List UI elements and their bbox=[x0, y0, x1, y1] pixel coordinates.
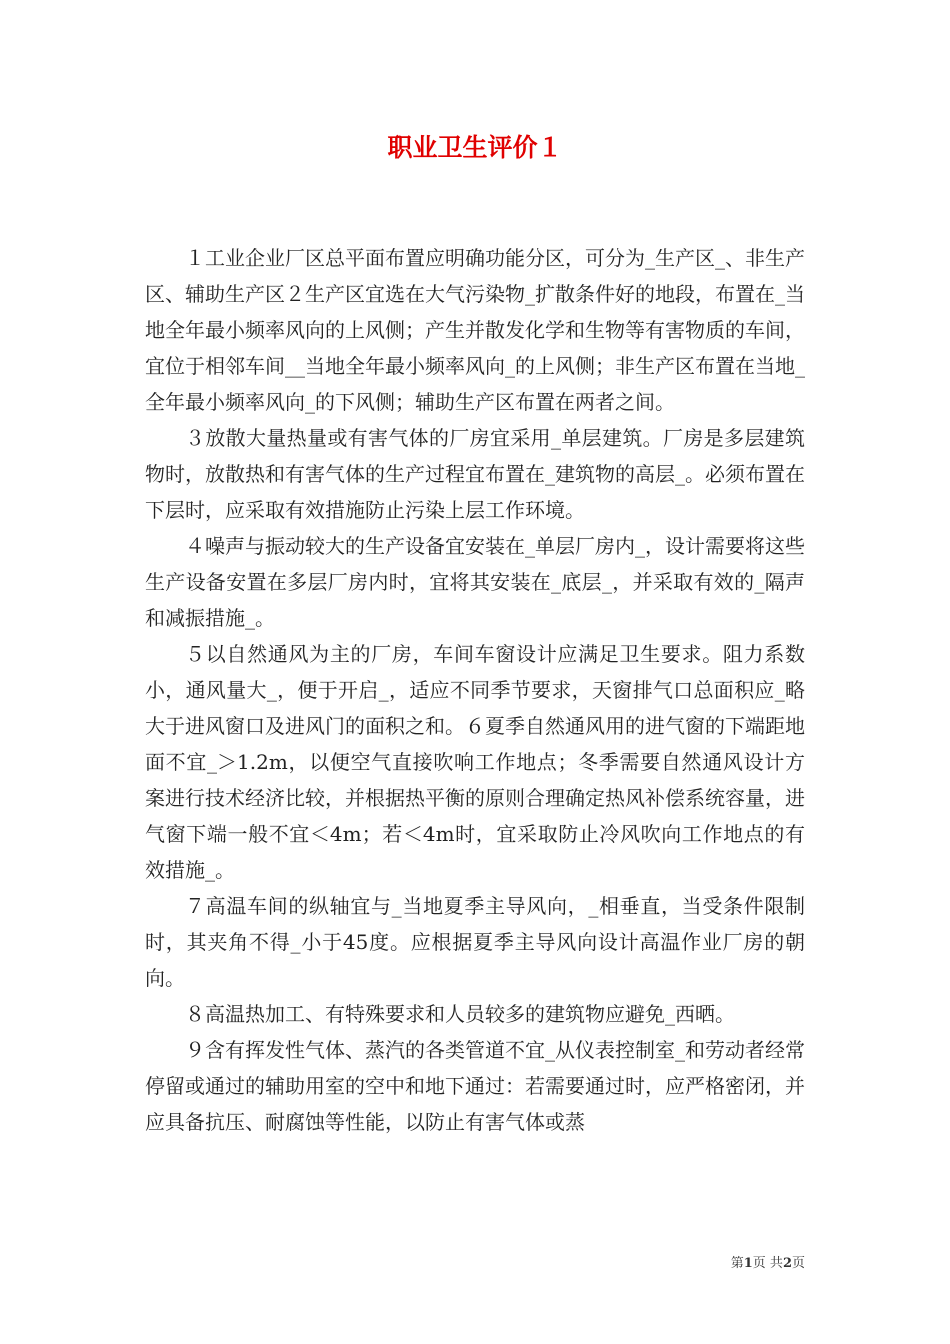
paragraph-4: ４噪声与振动较大的生产设备宜安装在_单层厂房内_，设计需要将这些生产设备安置在多层厂房内时，宜将其安装在_底层_，并采取有效的_隔声和减振措施_。 bbox=[145, 534, 805, 630]
document-body bbox=[145, 240, 805, 1140]
footer-middle: 页 共 bbox=[752, 1256, 783, 1271]
document-title: 职业卫生评价１ bbox=[387, 133, 563, 162]
paragraph-3: ３放散大量热量或有害气体的厂房宜采用_单层建筑。厂房是多层建筑物时，放散热和有害气体的生产过程宜布置在_建筑物的高层_。必须布置在下层时，应采取有效措施防止污染上层工作环境。 bbox=[145, 426, 805, 522]
paragraph-9: ９含有挥发性气体、蒸汽的各类管道不宜_从仪表控制室_和劳动者经常停留或通过的辅助用室的空中和地下通过：若需要通过时，应严格密闭，并应具备抗压、耐腐蚀等性能，以防止有害气体或蒸 bbox=[145, 1038, 805, 1134]
footer-prefix: 第 bbox=[730, 1256, 744, 1271]
total-page-number: 2 bbox=[782, 1256, 792, 1271]
current-page-number: 1 bbox=[743, 1256, 753, 1271]
paragraph-1: １工业企业厂区总平面布置应明确功能分区，可分为_生产区_、非生产区、辅助生产区２生产区宜选在大气污染物_扩散条件好的地段，布置在_当地全年最小频率风向的上风侧；产生并散发化学和生物等有害物质的车间，宜位于相邻车间__当地全年最小频率风向_的上风侧；非生产区布置在当地_全年最小频率风向_的下风侧；辅助生产区布置在两者之间。 bbox=[145, 246, 805, 414]
paragraph-7: ７高温车间的纵轴宜与_当地夏季主导风向，_相垂直，当受条件限制时，其夹角不得_小于45度。应根据夏季主导风向设计高温作业厂房的朝向。 bbox=[145, 894, 805, 990]
paragraph-5: ５以自然通风为主的厂房，车间车窗设计应满足卫生要求。阻力系数小，通风量大_，便于开启_，适应不同季节要求，天窗排气口总面积应_略大于进风窗口及进风门的面积之和。６夏季自然通风用的进气窗的下端距地面不宜_＞1.2m，以便空气直接吹响工作地点；冬季需要自然通风设计方案进行技术经济比较，并根据热平衡的原则合理确定热风补偿系统容量，进气窗下端一般不宜＜4m；若＜4m时，宜采取防止冷风吹向工作地点的有效措施_。 bbox=[145, 642, 805, 882]
paragraph-8: ８高温热加工、有特殊要求和人员较多的建筑物应避免_西晒。 bbox=[185, 1002, 735, 1026]
footer-suffix: 页 bbox=[791, 1256, 805, 1271]
page-number-footer bbox=[731, 1252, 805, 1271]
